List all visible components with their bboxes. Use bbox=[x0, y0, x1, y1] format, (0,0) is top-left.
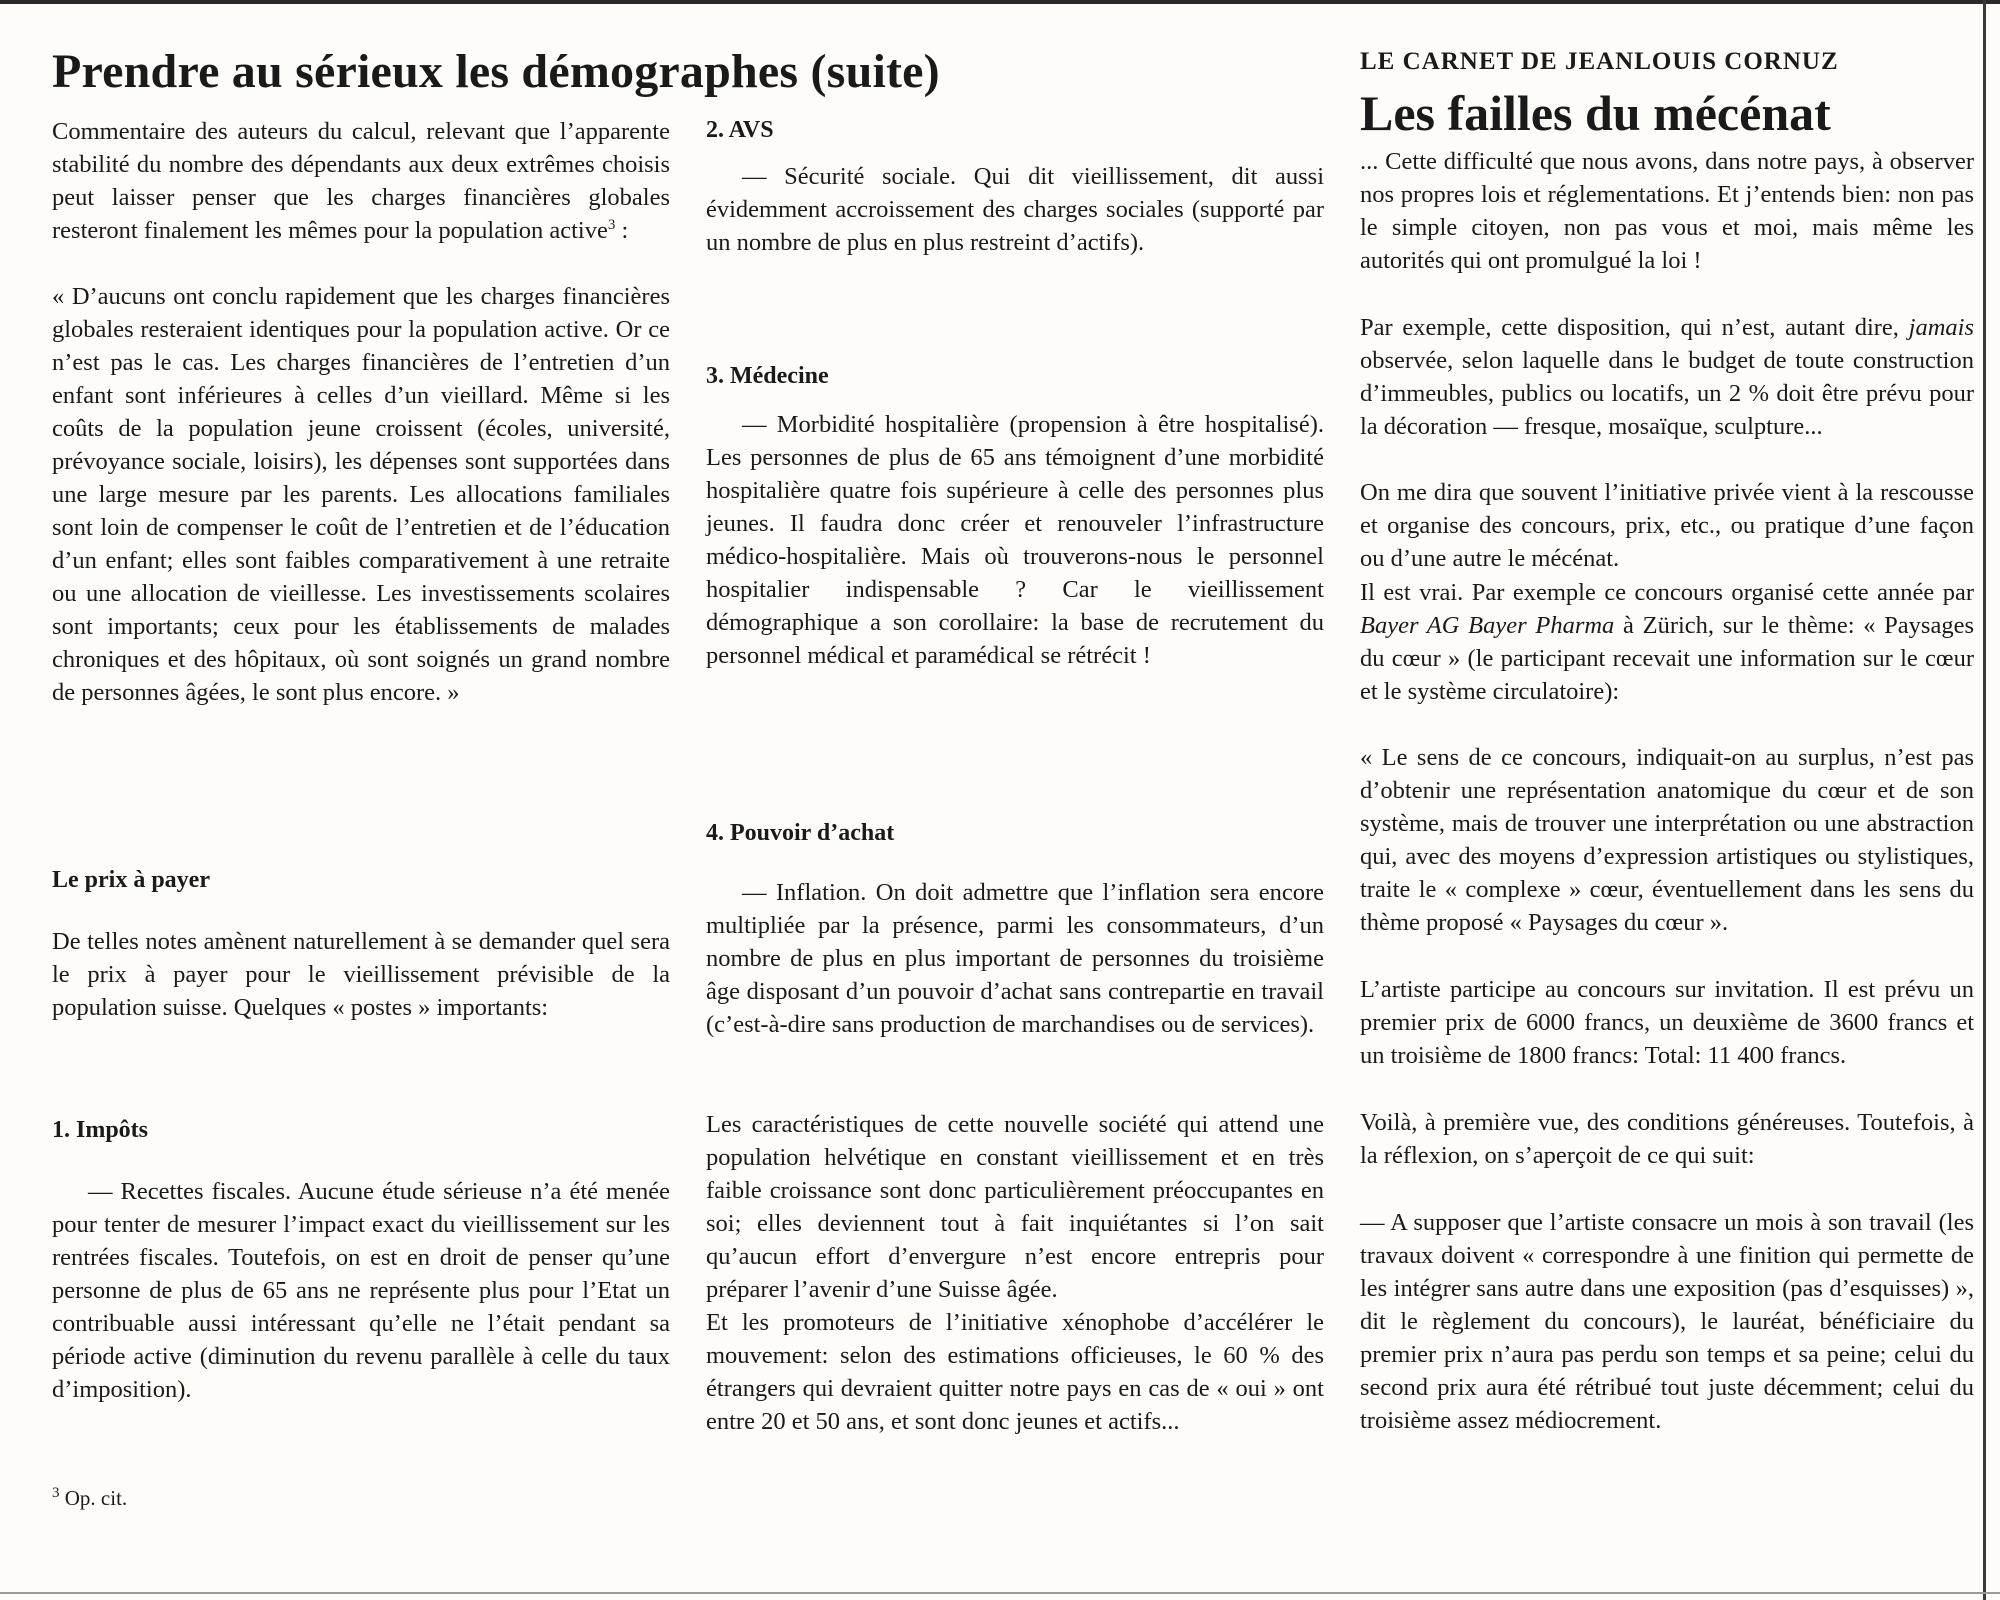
right-paragraph-4-start: Il est vrai. Par exemple ce concours organisé cette année par bbox=[1360, 579, 1974, 606]
bottom-border-rule bbox=[0, 1592, 2000, 1594]
intro-text: Commentaire des auteurs du calcul, relevant que l’apparente stabilité du nombre des dépendants aux deux extrêmes choisis peut laisser penser que les charges financières globales resteront finalement les mêmes pour la population active bbox=[52, 118, 670, 244]
right-paragraph-7: Voilà, à première vue, des conditions généreuses. Toutefois, à la réflexion, on s’aperçoit de ce qui suit: bbox=[1360, 1109, 1974, 1169]
section-medecine-paragraph: — Morbidité hospitalière (propension à être hospitalisé). Les personnes de plus de 65 ans témoignent d’une morbidité hospitalière quatre fois supérieure à celle des personnes plus jeunes. Il faudra donc créer et renouveler l’infrastructure médico-hospitalière. Mais où trouverons-nous le personnel hospitalier indispensable ? Car le vieillissement démographique a son corollaire: la base de recrutement du personnel médical et paramédical se rétrécit ! bbox=[706, 411, 1324, 669]
section-medecine-heading: 3. Médecine bbox=[706, 363, 829, 389]
section-impots-paragraph: — Recettes fiscales. Aucune étude sérieuse n’a été menée pour tenter de mesurer l’impact exact du vieillissement sur les rentrées fiscales. Toutefois, on est en droit de penser qu’une personne de plus de 65 ans ne représente plus pour l’Etat un contribuable aussi intéressant qu’elle ne l’était pendant sa période active (diminution du revenu parallèle à celle du taux d’imposition). bbox=[52, 1178, 670, 1403]
section-avs-heading: 2. AVS bbox=[706, 117, 774, 143]
section-impots-heading: 1. Impôts bbox=[52, 1117, 149, 1143]
right-paragraph-4-emphasis: Bayer AG Bayer Pharma bbox=[1360, 612, 1615, 639]
right-paragraph-3: On me dira que souvent l’initiative privée vient à la rescousse et organise des concours, prix, etc., ou pratique d’une façon ou d’une autre le mécénat. bbox=[1360, 479, 1974, 572]
section-pouvoir-paragraph-2: Les caractéristiques de cette nouvelle société qui attend une population helvétique en constant vieillissement et en très faible croissance sont donc particulièrement préoccupantes en soi; elles deviennent tout à fait inquiétantes si l’on sait qu’aucun effort d’envergure n’est encore entrepris pour préparer l’avenir d’une Suisse âgée. bbox=[706, 1111, 1324, 1303]
section-pouvoir-paragraph-3: Et les promoteurs de l’initiative xénophobe d’accélérer le mouvement: selon des estimations officieuses, le 60 % des étrangers qui devraient quitter notre pays en cas de « oui » ont entre 20 et 50 ans, et sont donc jeunes et actifs... bbox=[706, 1309, 1324, 1435]
right-paragraph-2 bbox=[1360, 311, 1974, 443]
quote-paragraph: « D’aucuns ont conclu rapidement que les charges financières globales resteraient identiques pour la population active. Or ce n’est pas le cas. Les charges financières de l’entretien d’un enfant sont inférieures à celles d’un vieillard. Même si les coûts de la population jeune croissent (écoles, université, prévoyance sociale, loisirs), les dépenses sont supportées dans une large mesure par les parents. Les allocations familiales sont loin de compenser le coût de l’entretien et de l’éducation d’un enfant; elles sont faibles comparativement à une retraite ou une allocation de vieillesse. Les investissements scolaires sont importants; ceux pour les établissements de malades chroniques et des hôpitaux, où sont soignés un grand nombre de personnes âgées, le sont plus encore. » bbox=[52, 283, 670, 706]
right-paragraph-4 bbox=[1360, 576, 1974, 708]
footnote-text: Op. cit. bbox=[64, 1486, 128, 1510]
right-paragraph-8: — A supposer que l’artiste consacre un mois à son travail (les travaux doivent « correspondre à une finition qui permette de les intégrer sans autre dans une exposition (pas d’esquisses) », dit le règlement du concours), le lauréat, bénéficiaire du premier prix n’aura pas perdu son temps et sa peine; celui du second prix aura été rétribué tout juste décemment; celui du troisième assez médiocrement. bbox=[1360, 1209, 1974, 1434]
footnote bbox=[52, 1482, 127, 1515]
left-article-title: Prendre au sérieux les démographes (suite) bbox=[52, 45, 940, 98]
section-pouvoir-heading: 4. Pouvoir d’achat bbox=[706, 820, 895, 846]
footnote-ref: 3 bbox=[607, 216, 616, 233]
right-paragraph-2-start: Par exemple, cette disposition, qui n’est, autant dire, bbox=[1360, 314, 1909, 341]
right-paragraph-4-end: à Zürich, sur le thème: « Paysages du cœur » (le participant recevait une information sur le cœur et le système circulatoire): bbox=[1360, 612, 1974, 705]
price-paragraph: De telles notes amènent naturellement à se demander quel sera le prix à payer pour le vieillissement prévisible de la population suisse. Quelques « postes » importants: bbox=[52, 928, 670, 1021]
right-article-title: Les failles du mécénat bbox=[1360, 85, 1831, 141]
intro-paragraph bbox=[52, 115, 670, 247]
right-border-rule bbox=[1983, 0, 1986, 1600]
footnote-number: 3 bbox=[52, 1485, 60, 1501]
price-heading: Le prix à payer bbox=[52, 867, 210, 893]
right-paragraph-1: ... Cette difficulté que nous avons, dans notre pays, à observer nos propres lois et réglementations. Et j’entends bien: non pas le simple citoyen, non pas vous et moi, mais même les autorités qui ont promulgué la loi ! bbox=[1360, 148, 1974, 274]
section-pouvoir-paragraph-1: — Inflation. On doit admettre que l’inflation sera encore multipliée par la présence, parmi les consommateurs, d’un nombre de plus en plus important de personnes du troisième âge disposant d’un pouvoir d’achat sans contrepartie en travail (c’est-à-dire sans production de marchandises ou de services). bbox=[706, 879, 1324, 1038]
section-avs-paragraph: — Sécurité sociale. Qui dit vieillissement, dit aussi évidemment accroissement des charges sociales (supporté par un nombre de plus en plus restreint d’actifs). bbox=[706, 163, 1324, 256]
right-paragraph-2-emphasis: jamais bbox=[1908, 314, 1974, 341]
intro-colon: : bbox=[615, 217, 629, 244]
right-paragraph-5: « Le sens de ce concours, indiquait-on au surplus, n’est pas d’obtenir une représentation anatomique du cœur et de son système, mais de trouver une interprétation ou une abstraction qui, avec des moyens d’expression artistiques ou stylistiques, traite le « complexe » cœur, éventuellement dans les sens du thème proposé « Paysages du cœur ». bbox=[1360, 744, 1974, 936]
column-kicker: LE CARNET DE JEANLOUIS CORNUZ bbox=[1360, 48, 1839, 75]
right-paragraph-6: L’artiste participe au concours sur invitation. Il est prévu un premier prix de 6000 francs, un deuxième de 3600 francs et un troisième de 1800 francs: Total: 11 400 francs. bbox=[1360, 976, 1974, 1069]
right-paragraph-2-end: observée, selon laquelle dans le budget de toute construction d’immeubles, publics ou locatifs, un 2 % doit être prévu pour la décoration — fresque, mosaïque, sculpture... bbox=[1360, 347, 1974, 440]
top-border-rule bbox=[0, 0, 2000, 4]
